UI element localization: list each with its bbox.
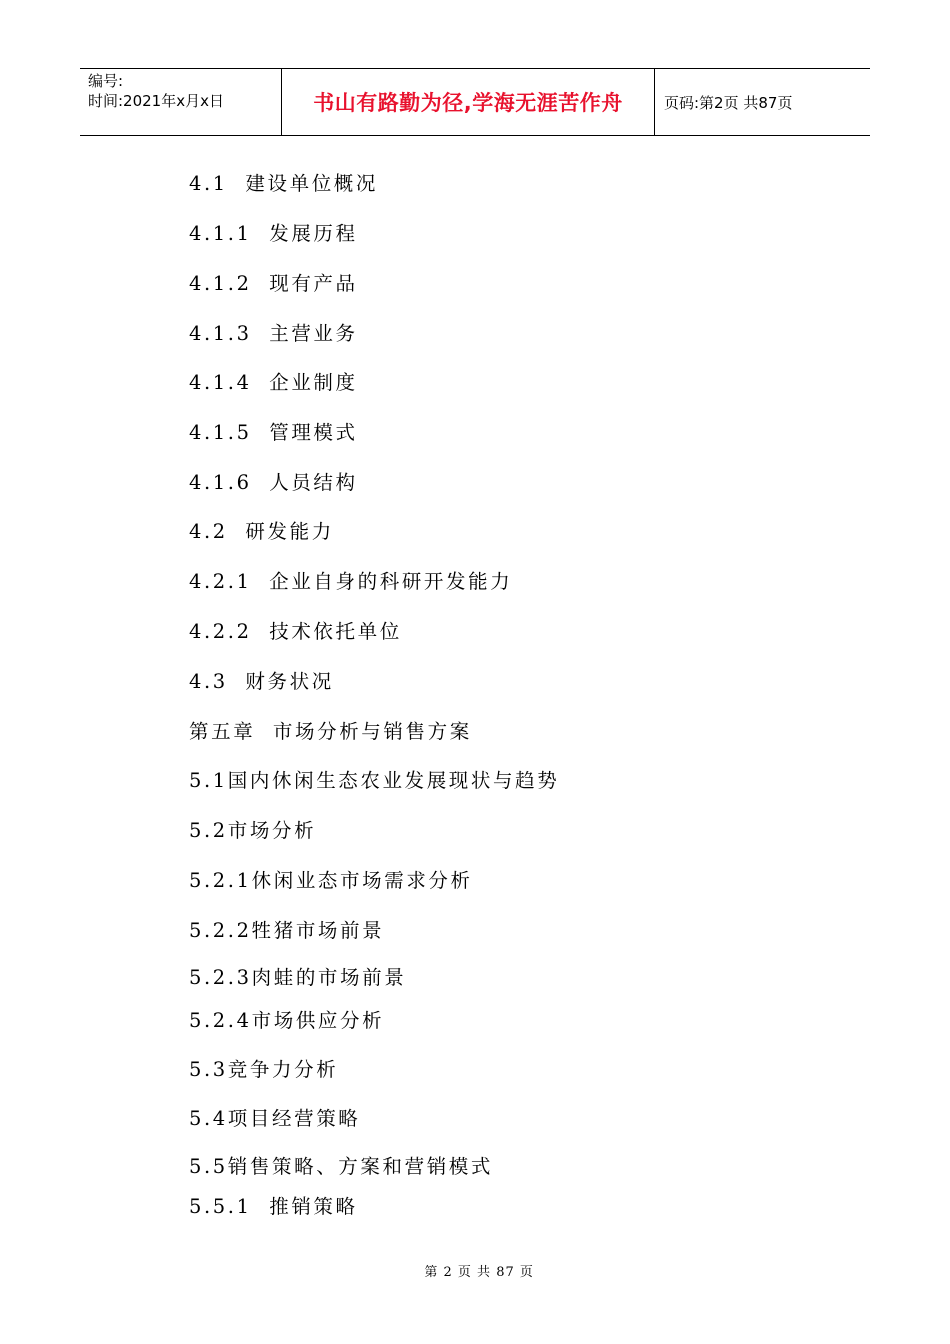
- page-footer: [0, 1246, 950, 1280]
- toc-entry: 5.1国内休闲生态农业发展现状与趋势: [189, 769, 560, 792]
- header-meta: [80, 69, 282, 135]
- toc-entry: 5.3竞争力分析: [189, 1058, 339, 1081]
- toc-entry: 5.2.3肉蛙的市场前景: [189, 966, 407, 989]
- footer-page-number: 第 2 页 共 87 页: [424, 1265, 534, 1280]
- toc-entry: 5.2.1休闲业态市场需求分析: [189, 869, 473, 892]
- toc-entry: 4.1.1 发展历程: [189, 222, 358, 245]
- toc-entry: 5.2.4市场供应分析: [189, 1009, 385, 1032]
- toc-entry: 5.2市场分析: [189, 819, 317, 842]
- page-header: [80, 68, 870, 136]
- toc-entry: 4.1.2 现有产品: [189, 272, 358, 295]
- document-number-label: 编号:: [88, 72, 124, 90]
- toc-entry: 4.2.1 企业自身的科研开发能力: [189, 570, 513, 593]
- toc-entry: 4.1 建设单位概况: [189, 172, 379, 195]
- toc-entry: 4.2.2 技术依托单位: [189, 620, 402, 643]
- header-page-info: 页码:第2页 共87页: [664, 93, 793, 112]
- toc-entry: 第五章 市场分析与销售方案: [189, 720, 472, 743]
- header-motto: 书山有路勤为径,学海无涯苦作舟: [313, 91, 623, 115]
- document-time-label: 时间:2021年x月x日: [88, 92, 224, 110]
- toc-entry: 4.1.5 管理模式: [189, 421, 358, 444]
- header-page-info-cell: [655, 69, 870, 135]
- toc-entry: 4.3 财务状况: [189, 670, 334, 693]
- toc-entry: 5.4项目经营策略: [189, 1107, 361, 1130]
- toc-entry: 4.1.3 主营业务: [189, 322, 358, 345]
- toc-entry: 5.5.1 推销策略: [189, 1195, 358, 1218]
- toc-entry: 4.2 研发能力: [189, 520, 334, 543]
- toc-entry: 4.1.6 人员结构: [189, 471, 358, 494]
- toc-entry: 5.5销售策略、方案和营销模式: [189, 1155, 494, 1178]
- toc-entry: 5.2.2牲猪市场前景: [189, 919, 385, 942]
- header-motto-cell: [282, 69, 655, 135]
- toc-entry: 4.1.4 企业制度: [189, 371, 358, 394]
